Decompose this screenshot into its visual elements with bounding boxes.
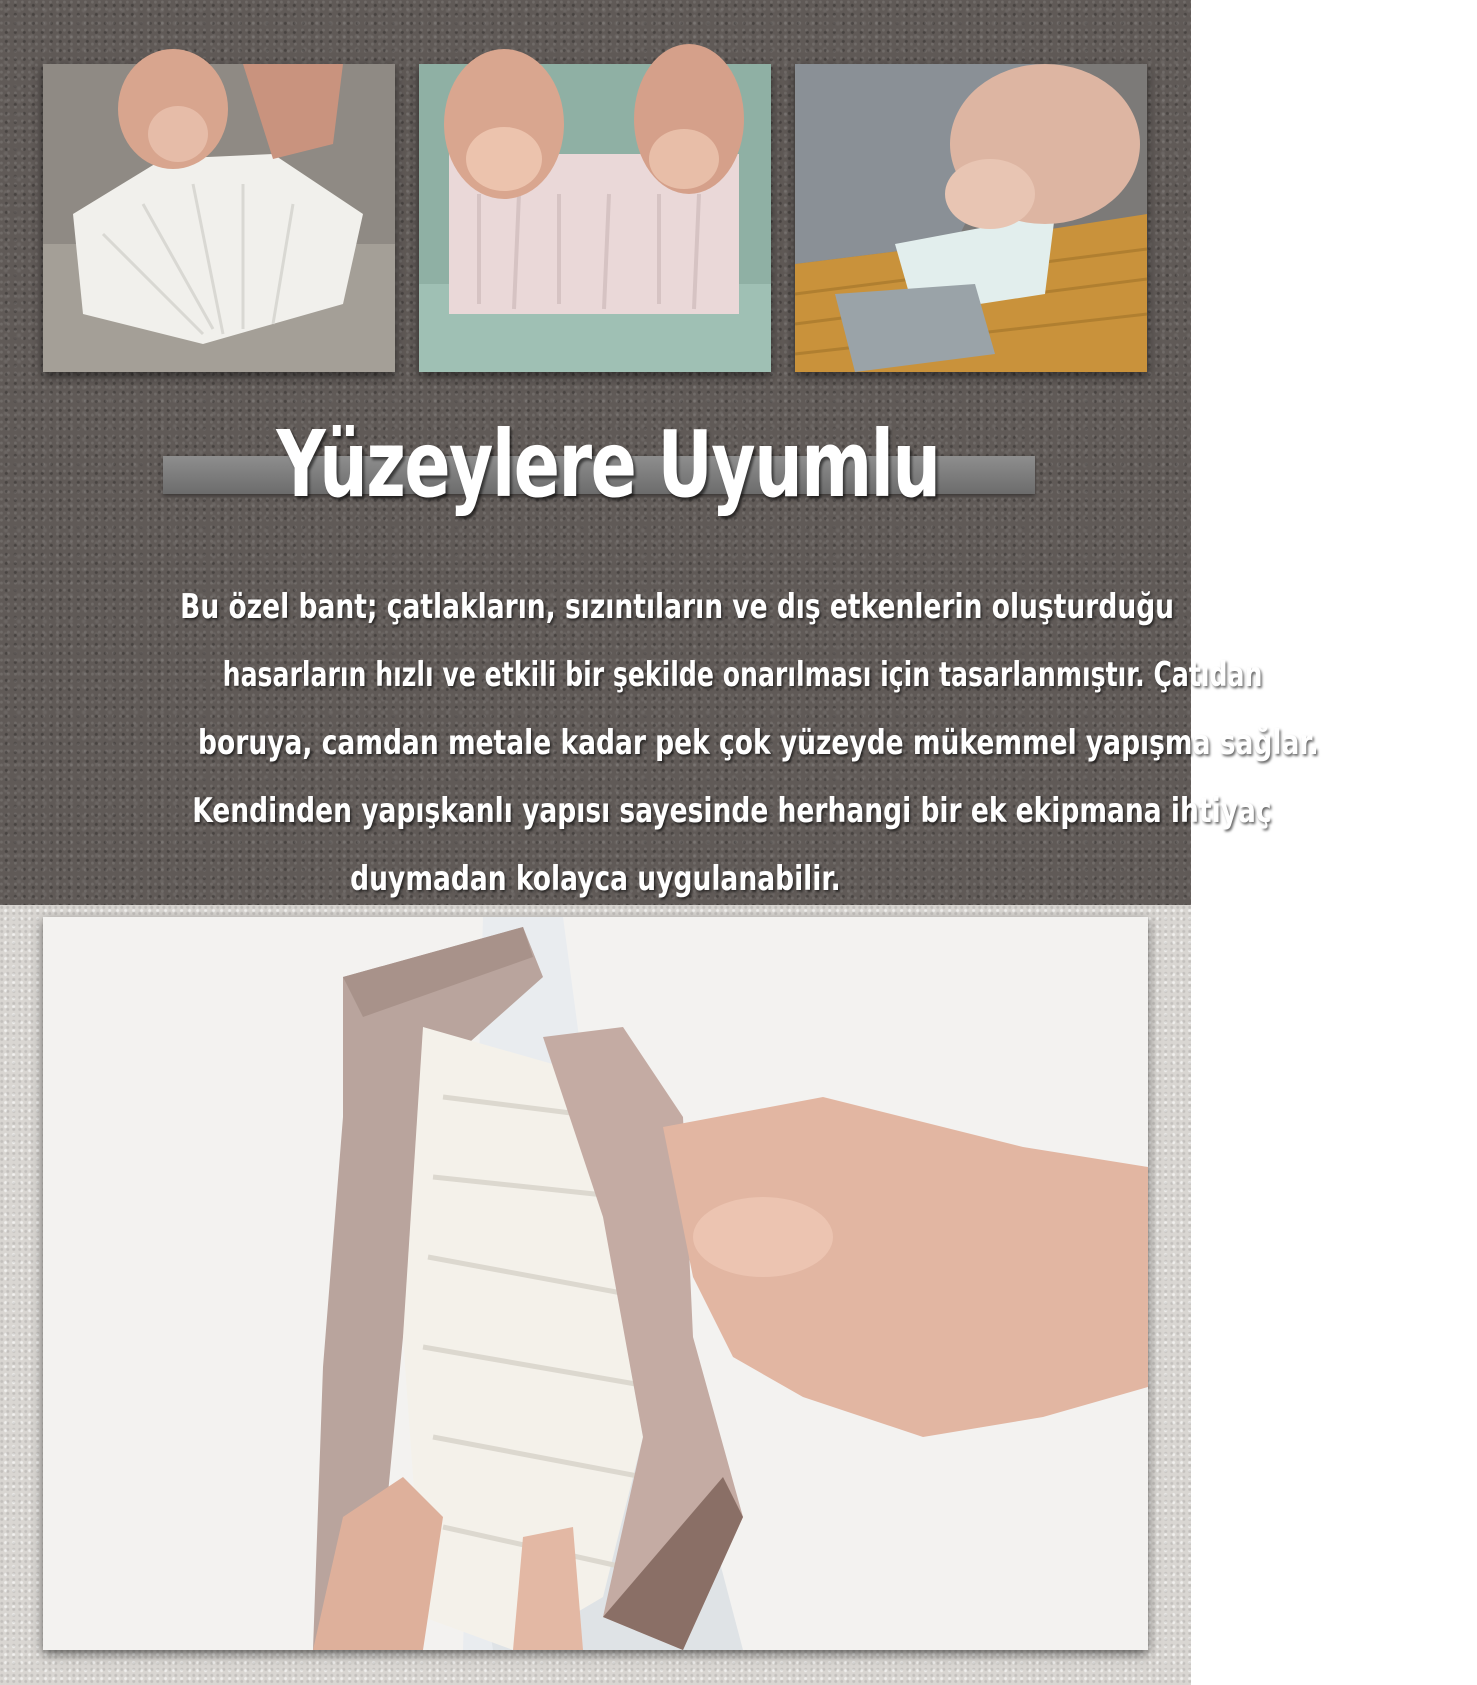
description-block xyxy=(40,573,1319,913)
description-line: Kendinden yapışkanlı yapısı sayesinde herhangi bir ek ekipmana ihtiyaç xyxy=(192,791,1272,831)
description-line: duymadan kolayca uygulanabilir. xyxy=(350,859,841,899)
photo-tape-on-wood-metal xyxy=(795,64,1147,372)
description-line: boruya, camdan metale kadar pek çok yüzeyde mükemmel yapışma sağlar. xyxy=(198,723,1319,763)
description-line: Bu özel bant; çatlakların, sızıntıların ve dış etkenlerin oluşturduğu xyxy=(180,587,1175,627)
photo-granite-bonded-with-tape xyxy=(43,917,1148,1650)
page-title: Yüzeylere Uyumlu xyxy=(276,411,940,518)
description-line: hasarların hızlı ve etkili bir şekilde onarılması için tasarlanmıştır. Çatıdan xyxy=(222,655,1263,695)
photo-tape-strip-pulled xyxy=(419,64,771,372)
photo-tape-on-concrete xyxy=(43,64,395,372)
